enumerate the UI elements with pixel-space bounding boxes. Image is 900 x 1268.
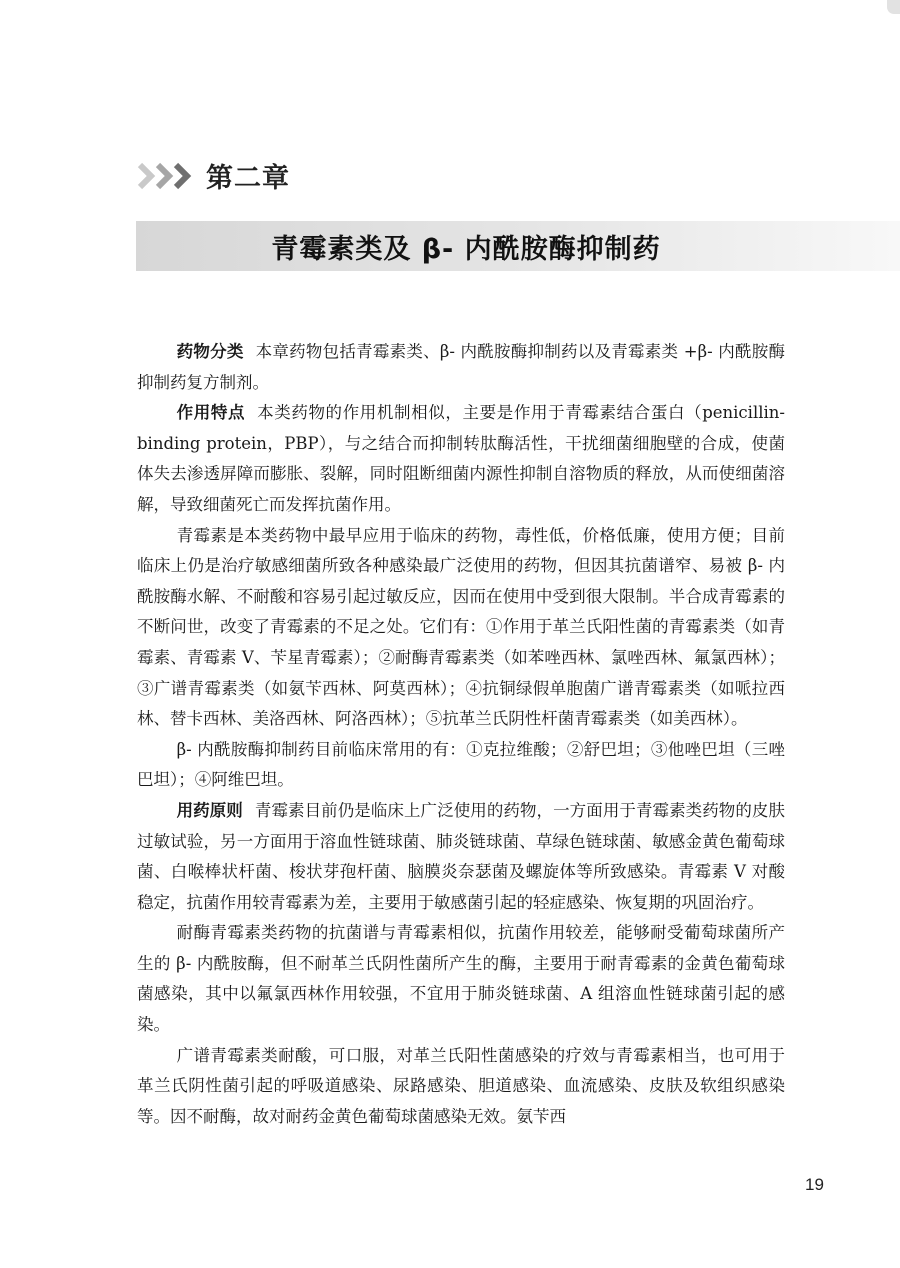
paragraph-text: 青霉素是本类药物中最早应用于临床的药物，毒性低，价格低廉，使用方便；目前临床上仍是治疗敏感细菌所致各种感染最广泛使用的药物，但因其抗菌谱窄、易被 β- 内酰胺酶水解、不耐酸和容易引起过敏反应，因而在使用中受到很大限制。半合成青霉素的不断问世，改变了青霉素的不足之处。它们有：①作用于革兰氏阳性菌的青霉素类（如青霉素、青霉素 V、苄星青霉素）；②耐酶青霉素类（如苯唑西林、氯唑西林、氟氯西林）；③广谱青霉素类（如氨苄西林、阿莫西林）；④抗铜绿假单胞菌广谱青霉素类（如哌拉西林、替卡西林、美洛西林、阿洛西林）；⑤抗革兰氏阴性杆菌青霉素类（如美西林）。 [137,525,785,729]
paragraph [137,796,785,918]
paragraph [137,1041,785,1133]
page-corner-mark [887,0,900,14]
paragraph-text: β- 内酰胺酶抑制药目前临床常用的有：①克拉维酸；②舒巴坦；③他唑巴坦（三唑巴坦）；④阿维巴坦。 [137,739,785,790]
page-number: 19 [805,1175,824,1194]
paragraph-text: 本类药物的作用机制相似，主要是作用于青霉素结合蛋白（penicillin-binding protein，PBP），与之结合而抑制转肽酶活性，干扰细菌细胞壁的合成，使菌体失去渗透屏障而膨胀、裂解，同时阻断细菌内源性抑制自溶物质的释放，从而使细菌溶解，导致细菌死亡而发挥抗菌作用。 [137,403,785,514]
chapter-label: 第二章 [206,163,290,194]
section-heading: 药物分类 [176,342,244,361]
paragraph-text: 青霉素目前仍是临床上广泛使用的药物，一方面用于青霉素类药物的皮肤过敏试验，另一方面用于溶血性链球菌、肺炎链球菌、草绿色链球菌、敏感金黄色葡萄球菌、白喉棒状杆菌、梭状芽孢杆菌、脑膜炎奈瑟菌及螺旋体等所致感染。青霉素 V 对酸稳定，抗菌作用较青霉素为差，主要用于敏感菌引起的轻症感染、恢复期的巩固治疗。 [137,800,786,912]
paragraph [137,398,785,520]
paragraph [137,735,785,796]
paragraph-text: 广谱青霉素类耐酸，可口服，对革兰氏阳性菌感染的疗效与青霉素相当，也可用于革兰氏阴性菌引起的呼吸道感染、尿路感染、胆道感染、血流感染、皮肤及软组织感染等。因不耐酶，故对耐药金黄色葡萄球菌感染无效。氨苄西 [137,1045,785,1126]
paragraph-text: 耐酶青霉素类药物的抗菌谱与青霉素相似，抗菌作用较差，能够耐受葡萄球菌所产生的 β- 内酰胺酶，但不耐革兰氏阴性菌所产生的酶，主要用于耐青霉素的金黄色葡萄球菌感染，其中以氟氯西林作用较强，不宜用于肺炎链球菌、A 组溶血性链球菌引起的感染。 [137,923,785,1035]
paragraph [137,521,785,735]
section-heading: 用药原则 [176,800,243,820]
section-heading: 作用特点 [176,403,246,423]
chapter-header [136,156,290,195]
chapter-title: 青霉素类及 β- 内酰胺酶抑制药 [271,233,661,265]
triple-chevron-icon [136,159,196,193]
paragraph [137,337,785,398]
body-text [137,337,785,1132]
paragraph-text: 本章药物包括青霉素类、β- 内酰胺酶抑制药以及青霉素类 +β- 内酰胺酶抑制药复方制剂。 [137,342,785,392]
paragraph [137,918,785,1040]
